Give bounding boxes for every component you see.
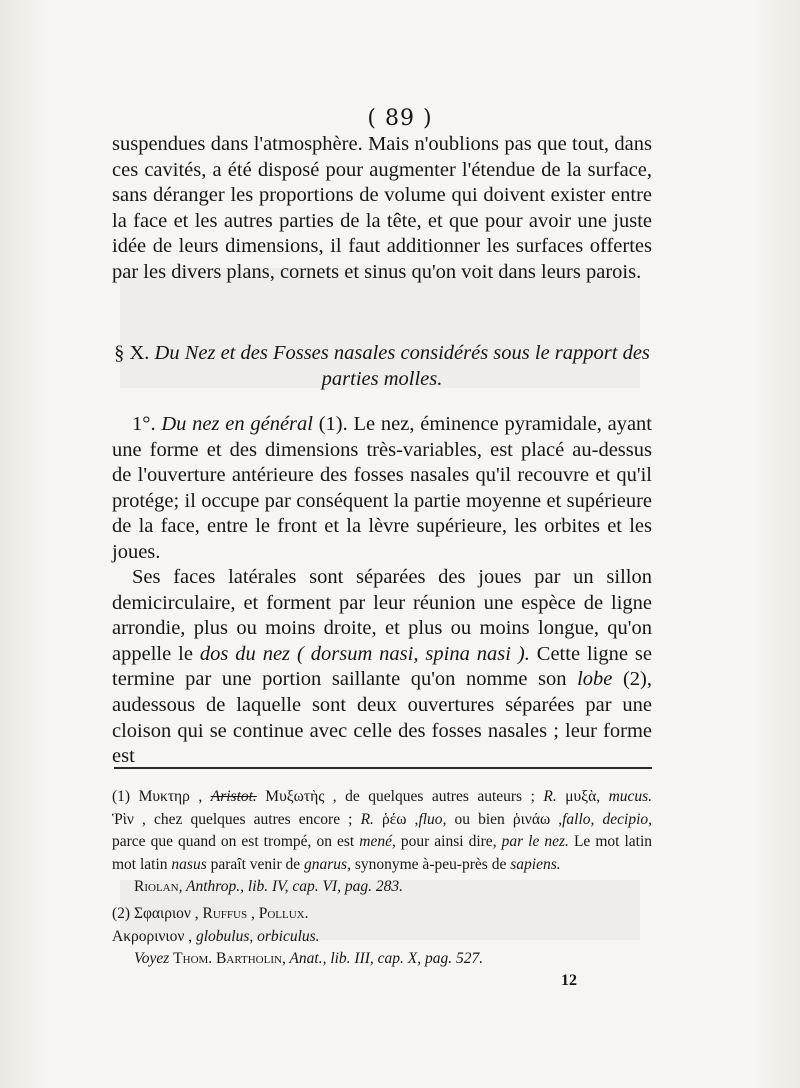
footnote-1-line-2 <box>112 809 652 832</box>
para2-text1: Ses faces latérales sont séparées des joues par un sillon demicirculaire, et forment par leur réunion une espèce de ligne arrondie, plus ou moins droite, et plus ou moins longue, qu'on appelle le <box>112 566 652 665</box>
citation: , Anat., lib. III, cap. X, pag. 527. <box>281 950 484 968</box>
footnote-2-line-2 <box>112 926 652 949</box>
para2-text3: (2), audessous de laquelle sont deux ouvertures séparées par une cloison qui se continue avec celle des fosses nasales ; leur forme est <box>112 668 653 768</box>
root-abbrev: R. <box>360 810 374 828</box>
author-name: Riolan <box>134 878 179 896</box>
footnote-text: , pour ainsi dire, <box>391 833 497 851</box>
paragraph-1 <box>112 412 652 566</box>
greek-term: Μυκτηρ , <box>138 788 203 805</box>
para2-term: dos du nez ( dorsum nasi, spina nasi ). <box>199 642 530 665</box>
latin-term: nasus <box>171 855 207 873</box>
footnote-1-citation <box>112 876 652 899</box>
intro-paragraph <box>112 132 652 286</box>
author-name: Thom. Bartholin <box>173 950 282 968</box>
footnote-rule <box>114 767 652 769</box>
greek-term: Μυξωτὴς , <box>265 788 337 805</box>
footnote-text: paraît venir de <box>210 855 301 873</box>
section-mark: § X. <box>114 342 150 364</box>
footnote-text: mot latin <box>112 855 172 873</box>
footnote-text: de quelques autres auteurs ; <box>345 788 535 805</box>
footnote-text: Le mot latin <box>573 833 653 851</box>
paragraph-2 <box>112 565 652 770</box>
latin-term: fluo <box>418 810 443 828</box>
footnote-2-citation <box>112 948 652 971</box>
section-title: Du Nez et des Fosses nasales considérés sous le rapport des parties molles. <box>154 342 650 390</box>
latin-term: fallo, decipio, <box>562 810 653 828</box>
page-number: ( 89 ) <box>367 106 433 131</box>
para1-number: 1°. <box>132 413 156 435</box>
footnotes <box>112 786 652 971</box>
author-name: Ruffus , Pollux. <box>202 904 309 922</box>
root-abbrev: R. <box>543 788 557 805</box>
latin-term: gnarus <box>304 855 348 873</box>
greek-term: μυξὰ, <box>565 788 601 805</box>
intro-text: suspendues dans l'atmosphère. Mais n'oublions pas que tout, dans ces cavités, a été disposé pour augmenter l'étendue de la surface, sans déranger les proportions de volume qui doivent exister entre la face et les autres parties de la tête, et que pour avoir une juste idée de leurs dimensions, il faut additionner les surfaces offertes par les divers plans, cornets et sinus qu'on voit dans leurs parois. <box>112 133 652 283</box>
section-heading <box>112 340 652 392</box>
footnote-1-line-1 <box>112 786 652 809</box>
para1-heading: Du nez en général <box>161 413 313 435</box>
footnote-text: , synonyme à-peu-près de <box>347 855 507 873</box>
greek-term: Ακρορινιον , <box>112 927 193 945</box>
greek-term: Ῥὶν , <box>112 810 146 828</box>
citation: , Anthrop., lib. IV, cap. VI, pag. 283. <box>178 878 404 896</box>
latin-term: mucus. <box>608 788 653 805</box>
signature-mark: 12 <box>561 972 577 989</box>
para2-text2: Cette ligne se termine par une portion saillante qu'on nomme son <box>112 642 652 691</box>
footnote-text: chez quelques autres encore ; <box>154 810 353 828</box>
footnote-1-line-3 <box>112 831 652 854</box>
para1-text: (1). Le nez, éminence pyramidale, ayant une forme et des dimensions très-variables, est placé au-dessus de l'ouverture antérieure des fosses nasales qu'il recouvre et qu'il protége; il occupe par conséquent la partie moyenne et supérieure de la face, entre le front et la lèvre supérieure, les orbites et les joues. <box>112 413 652 563</box>
footnote-text: Voyez <box>134 950 170 968</box>
greek-term: ῥέω , <box>382 810 419 828</box>
latin-term: globulus, orbiculus. <box>195 927 320 945</box>
footnote-1-line-4 <box>112 854 652 877</box>
greek-term: Σφαιριον , <box>133 904 199 922</box>
author-ref: Aristot. <box>210 788 257 805</box>
footnote-marker: (1) <box>112 788 131 805</box>
latin-term: sapiens. <box>510 855 561 873</box>
latin-term: par le nez. <box>501 833 569 851</box>
greek-term: ῥινάω , <box>512 810 563 828</box>
footnote-2-line-1 <box>112 903 652 926</box>
footnote-text: parce que quand on est trompé, on est <box>112 833 355 851</box>
latin-term: mené <box>359 833 392 851</box>
footnote-marker: (2) <box>112 904 131 922</box>
para2-lobe: lobe <box>577 668 613 691</box>
footnote-text: , ou bien <box>442 810 505 828</box>
